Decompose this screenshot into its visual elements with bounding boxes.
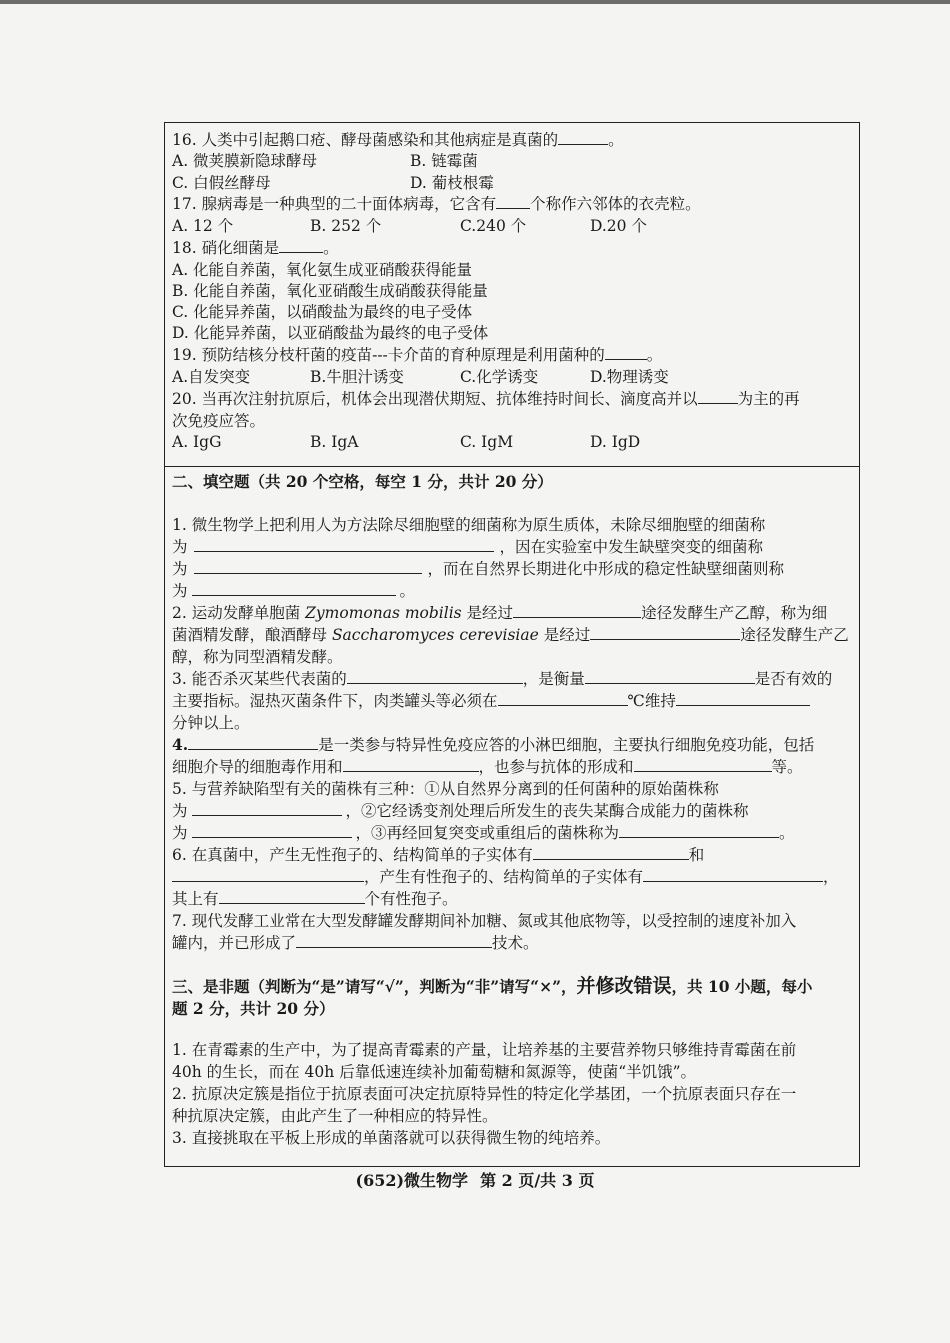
tf-section-title-cont: 题 2 分，共计 20 分） — [172, 999, 335, 1018]
fill-q6-line3: 其上有 个有性孢子。 — [172, 890, 458, 908]
fill-q4-line1: 4. 是一类参与特异性免疫应答的小淋巴细胞，主要执行细胞免疫功能，包括 — [172, 735, 815, 754]
q18-option-a: A. 化能自养菌，氧化氨生成亚硝酸获得能量 — [172, 261, 473, 279]
q20-stem: 20. 当再次注射抗原后，机体会出现潜伏期短、抗体维持时间长、滴度高并以 为主的再 — [172, 390, 800, 408]
fill-q6-line1: 6. 在真菌中，产生无性孢子的、结构简单的子实体有 和 — [172, 846, 705, 864]
fill-q3-line3: 分钟以上。 — [172, 714, 250, 732]
q18-option-d: D. 化能异养菌，以亚硝酸盐为最终的电子受体 — [172, 324, 489, 342]
q18-option-c: C. 化能异养菌，以硝酸盐为最终的电子受体 — [172, 303, 473, 321]
fill-q2-line2: 菌酒精发酵，酿酒酵母 Saccharomyces cerevisiae 是经过 途径发酵生产乙 — [172, 626, 849, 644]
q20-stem-cont: 次免疫应答。 — [172, 412, 266, 430]
q19-stem: 19. 预防结核分枝杆菌的疫苗---卡介苗的育种原理是利用菌种的 。 — [172, 346, 663, 364]
tf-q2-line2: 种抗原决定簇，由此产生了一种相应的特异性。 — [172, 1107, 498, 1125]
fill-q7-line2: 罐内，并已形成了 技术。 — [172, 934, 539, 952]
tf-q3: 3. 直接挑取在平板上形成的单菌落就可以获得微生物的纯培养。 — [172, 1129, 611, 1147]
page-number: 第 2 页/共 3 页 — [480, 1171, 595, 1190]
fill-q3-line2: 主要指标。湿热灭菌条件下，肉类罐头等必须在 ℃维持 — [172, 691, 852, 711]
fill-q2-line1: 2. 运动发酵单胞菌 Zymomonas mobilis 是经过 途径发酵生产乙醇，称为细 — [172, 604, 828, 622]
fill-q1-line4: 为 。 — [172, 582, 416, 600]
fill-q1-line1: 1. 微生物学上把利用人为方法除尽细胞壁的细菌称为原生质体，未除尽细胞壁的细菌称 — [172, 516, 766, 534]
page-footer — [0, 1168, 950, 1191]
q16-stem: 16. 人类中引起鹅口疮、酵母菌感染和其他病症是真菌的 。 — [172, 131, 624, 149]
fill-q4-line2: 细胞介导的细胞毒作用和 ，也参与抗体的形成和 等。 — [172, 758, 803, 776]
fill-section-title: 二、填空题（共 20 个空格，每空 1 分，共计 20 分） — [172, 472, 553, 491]
fill-q5-line2: 为 ，②它经诱变剂处理后所发生的丧失某酶合成能力的菌株称 — [172, 802, 749, 820]
tf-q1-line2: 40h 的生长，而在 40h 后靠低速连续补加葡萄糖和氮源等，使菌“半饥饿”。 — [172, 1063, 697, 1081]
q17-stem: 17. 腺病毒是一种典型的二十面体病毒，它含有 个称作六邻体的衣壳粒。 — [172, 195, 701, 213]
fill-q1-line3: 为 ，而在自然界长期进化中形成的稳定性缺壁细菌则称 — [172, 560, 785, 578]
fill-q7-line1: 7. 现代发酵工业常在大型发酵罐发酵期间补加糖、氮或其他底物等，以受控制的速度补加入 — [172, 912, 797, 930]
tf-q2-line1: 2. 抗原决定簇是指位于抗原表面可决定抗原特异性的特定化学基团，一个抗原表面只存在一 — [172, 1085, 797, 1103]
scan-edge — [0, 0, 950, 4]
q18-stem: 18. 硝化细菌是 。 — [172, 239, 339, 257]
q18-option-b: B. 化能自养菌，氧化亚硝酸生成硝酸获得能量 — [172, 282, 488, 300]
tf-section-title: 三、是非题（判断为“是”请写“√”，判断为“非”请写“×”，并修改错误，共 10 小题，每小 — [172, 975, 813, 997]
fill-q5-line1: 5. 与营养缺陷型有关的菌株有三种：①从自然界分离到的任何菌种的原始菌株称 — [172, 780, 719, 798]
course-code: (652)微生物学 — [355, 1171, 469, 1190]
fill-q1-line2: 为 ，因在实验室中发生缺壁突变的细菌称 — [172, 538, 764, 556]
fill-q6-line2: ，产生有性孢子的、结构简单的子实体有 ， — [172, 867, 852, 887]
fill-q5-line3: 为 ，③再经回复突变或重组后的菌株称为 。 — [172, 824, 795, 842]
tf-q1-line1: 1. 在青霉素的生产中，为了提高青霉素的产量，让培养基的主要营养物只够维持青霉菌在前 — [172, 1041, 797, 1059]
fill-q3-line1: 3. 能否杀灭某些代表菌的 ，是衡量 是否有效的 — [172, 670, 833, 688]
fill-q2-line3: 醇，称为同型酒精发酵。 — [172, 648, 343, 666]
